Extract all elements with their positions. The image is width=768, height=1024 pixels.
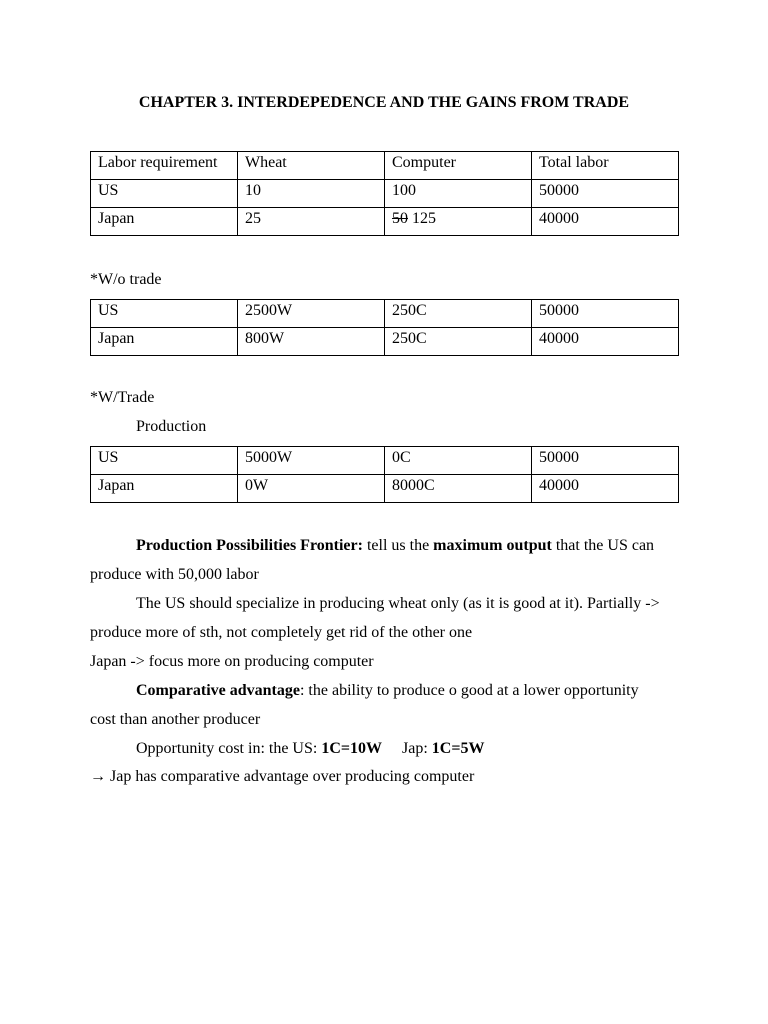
table-row [91,475,679,503]
comparative-advantage-line2: cost than another producer [90,711,261,728]
ppf-paragraph-line1 [136,536,654,555]
table-row [91,447,679,475]
japan-opportunity-cost: 1C=5W [431,740,485,757]
arrow-icon: → [90,768,106,785]
comparative-advantage-line1 [136,681,639,700]
country-cell: Japan [91,208,238,236]
computer-cell: 0C [385,447,532,475]
computer-cell: 250C [385,328,532,356]
japan-label: Jap: [402,740,432,757]
wheat-cell: 25 [238,208,385,236]
ppf-text: that the US can [551,537,655,554]
conclusion-line [90,767,474,786]
specialize-paragraph-line2: produce more of sth, not completely get rid of the other one [90,624,473,641]
total-labor-cell: 50000 [532,300,679,328]
without-trade-label: *W/o trade [90,271,162,288]
wheat-cell: 5000W [238,447,385,475]
comparative-advantage-text: : the ability to produce o good at a lower opportunity [299,682,639,699]
opportunity-cost-line [136,739,484,758]
total-labor-cell: 40000 [532,208,679,236]
japan-focus-line: Japan -> focus more on producing computer [90,653,374,670]
header-cell: Computer [385,152,532,180]
specialize-paragraph-line1: The US should specialize in producing wheat only (as it is good at it). Partially -> [136,595,660,612]
wheat-cell: 2500W [238,300,385,328]
without-trade-table [90,299,679,356]
header-cell: Labor requirement [91,152,238,180]
country-cell: US [91,180,238,208]
struck-value: 50 [392,210,408,227]
with-trade-production-table [90,446,679,503]
country-cell: Japan [91,475,238,503]
wheat-cell: 0W [238,475,385,503]
wheat-cell: 10 [238,180,385,208]
corrected-value: 125 [412,210,436,227]
table-row [91,208,679,236]
with-trade-label: *W/Trade [90,389,155,406]
chapter-title: CHAPTER 3. INTERDEPEDENCE AND THE GAINS FROM TRADE [138,94,630,111]
total-labor-cell: 40000 [532,328,679,356]
opportunity-cost-text: Opportunity cost in: the US: [136,740,322,757]
computer-cell: 250C [385,300,532,328]
production-label: Production [136,418,207,435]
computer-cell [385,208,532,236]
table-row [91,328,679,356]
computer-cell: 8000C [385,475,532,503]
table-header-row [91,152,679,180]
computer-cell: 100 [385,180,532,208]
ppf-term: Production Possibilities Frontier: [136,537,363,554]
us-opportunity-cost: 1C=10W [321,740,382,757]
country-cell: US [91,300,238,328]
header-cell: Wheat [238,152,385,180]
ppf-text: tell us the [362,537,434,554]
ppf-emphasis: maximum output [433,537,552,554]
total-labor-cell: 50000 [532,447,679,475]
country-cell: US [91,447,238,475]
header-cell: Total labor [532,152,679,180]
table-row [91,300,679,328]
country-cell: Japan [91,328,238,356]
table-row [91,180,679,208]
wheat-cell: 800W [238,328,385,356]
ppf-paragraph-line2: produce with 50,000 labor [90,566,259,583]
total-labor-cell: 50000 [532,180,679,208]
total-labor-cell: 40000 [532,475,679,503]
labor-requirement-table [90,151,679,236]
comparative-advantage-term: Comparative advantage [136,682,300,699]
conclusion-text: Jap has comparative advantage over producing computer [106,768,475,785]
